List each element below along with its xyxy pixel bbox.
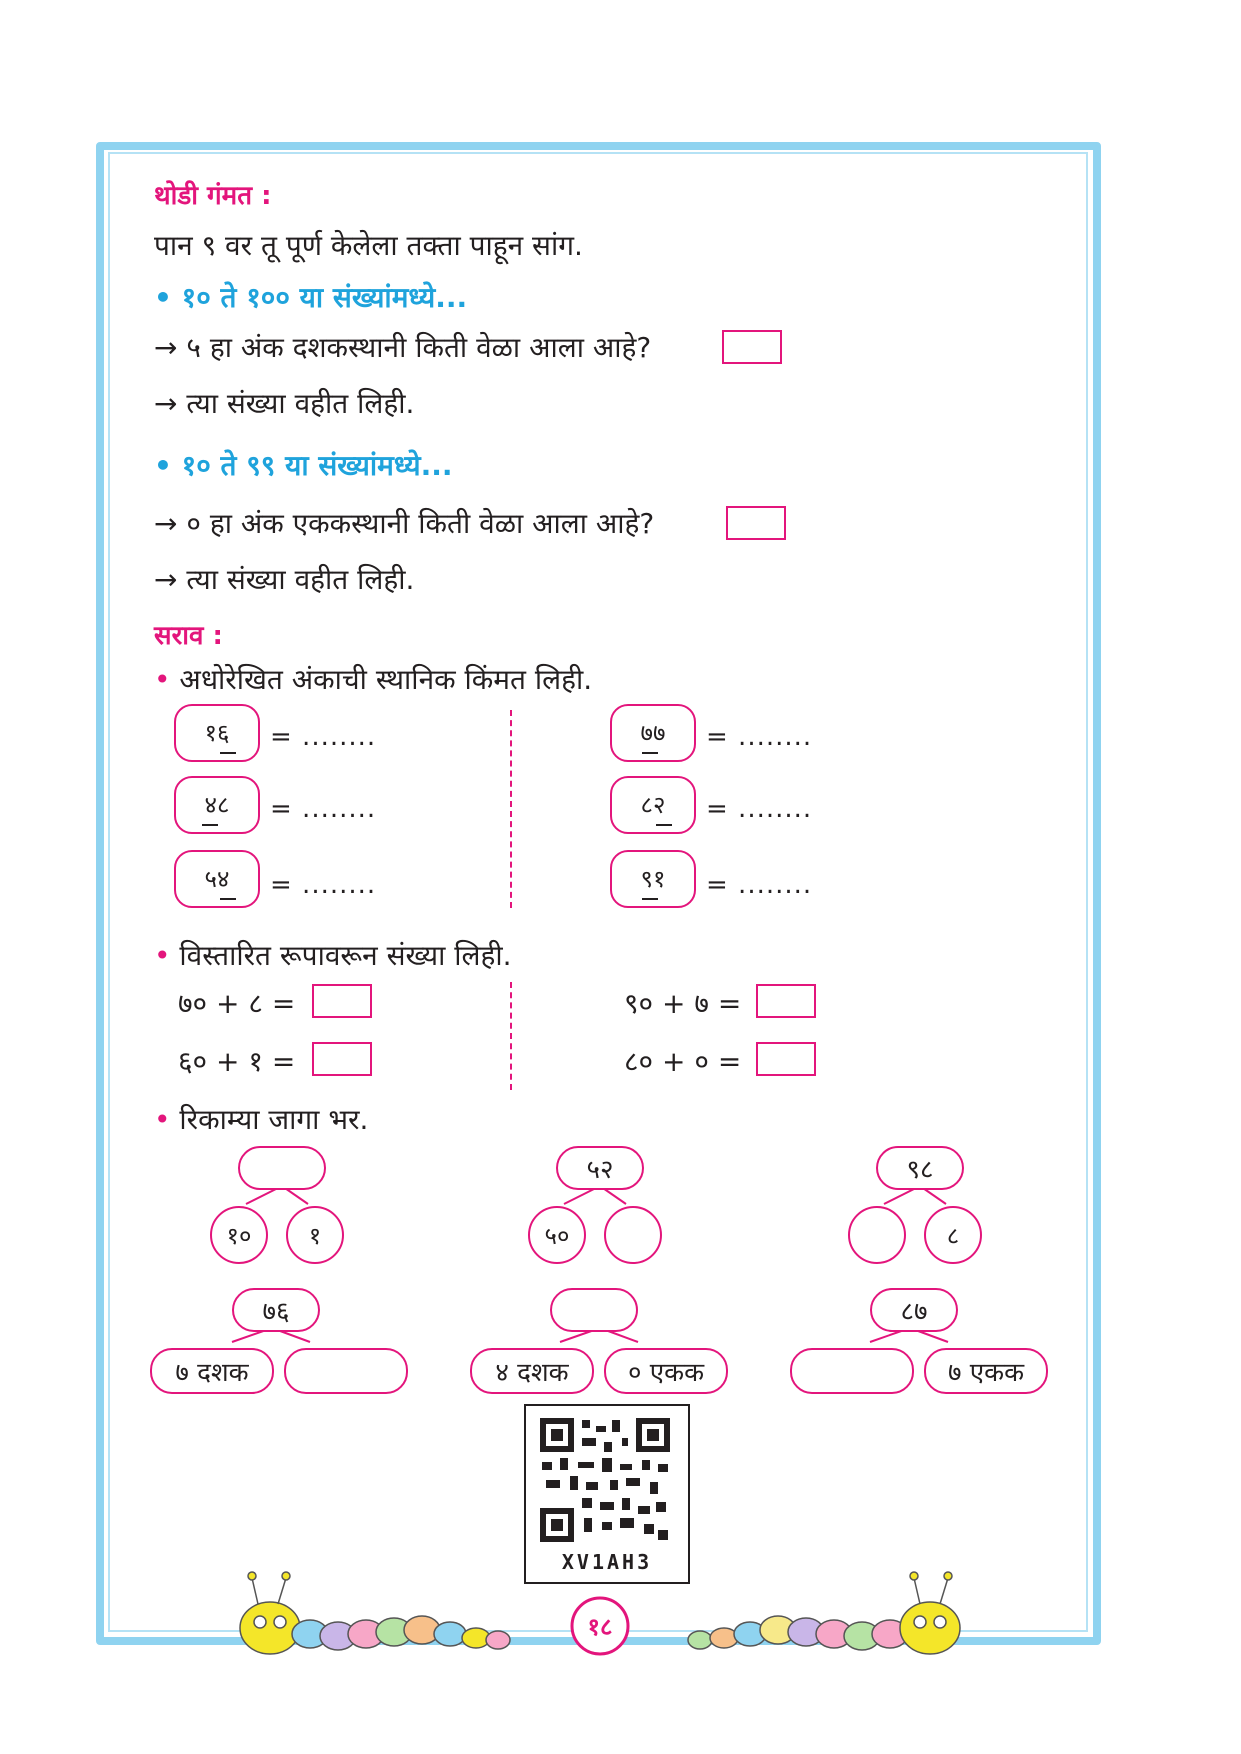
blank-dots[interactable]: = ........: [270, 870, 377, 900]
tree-top: ८७: [870, 1288, 958, 1332]
qr-pattern-icon: [526, 1406, 684, 1546]
expanded-item: ८० + ० =: [624, 1045, 742, 1078]
part2-q2: → त्या संख्या वहीत लिही.: [154, 563, 415, 596]
blank-dots[interactable]: = ........: [706, 794, 813, 824]
blank-dots[interactable]: = ........: [270, 794, 377, 824]
tree-top: ९८: [876, 1146, 964, 1190]
tree-left: १०: [210, 1206, 268, 1264]
tree-right[interactable]: [284, 1348, 408, 1394]
fun-heading: थोडी गंमत :: [154, 181, 272, 211]
part1-title: • १० ते १०० या संख्यांमध्ये...: [154, 281, 468, 314]
tree-left: ५०: [528, 1206, 586, 1264]
tree-top: ७६: [232, 1288, 320, 1332]
tree-right[interactable]: [604, 1206, 662, 1264]
part2-title: • १० ते ९९ या संख्यांमध्ये...: [154, 449, 453, 482]
digit-pill: ७७: [610, 704, 696, 762]
qr-code-label: XV1AH3: [561, 1550, 653, 1574]
place-value-instruction: • अधोरेखित अंकाची स्थानिक किंमत लिही.: [154, 663, 593, 696]
qr-code[interactable]: [524, 1404, 690, 1584]
tree-right: १: [286, 1206, 344, 1264]
tree-left: ७ दशक: [150, 1348, 274, 1394]
tree-right: ८: [924, 1206, 982, 1264]
digit-pill: ४८: [174, 776, 260, 834]
tree-left: ४ दशक: [470, 1348, 594, 1394]
part2-q1: → ० हा अंक एककस्थानी किती वेळा आला आहे?: [154, 507, 655, 540]
digit-pill: १६: [174, 704, 260, 762]
part1-q1: → ५ हा अंक दशकस्थानी किती वेळा आला आहे?: [154, 331, 652, 364]
blank-dots[interactable]: = ........: [270, 722, 377, 752]
expanded-item: ६० + १ =: [178, 1045, 296, 1078]
digit-pill: ५४: [174, 850, 260, 908]
tree-top[interactable]: [238, 1146, 326, 1190]
caterpillar-decoration-icon: [230, 1560, 1020, 1660]
tree-right: ० एकक: [604, 1348, 728, 1394]
digit-pill: ८२: [610, 776, 696, 834]
fun-intro: पान ९ वर तू पूर्ण केलेला तक्ता पाहून सांग.: [154, 229, 583, 262]
tree-left[interactable]: [790, 1348, 914, 1394]
part1-q2: → त्या संख्या वहीत लिही.: [154, 387, 415, 420]
fill-blanks-instruction: • रिकाम्या जागा भर.: [154, 1103, 369, 1136]
practice-heading: सराव :: [154, 621, 223, 651]
expanded-item: ९० + ७ =: [624, 987, 742, 1020]
tree-left[interactable]: [848, 1206, 906, 1264]
blank-dots[interactable]: = ........: [706, 870, 813, 900]
digit-pill: ९१: [610, 850, 696, 908]
tree-top: ५२: [556, 1146, 644, 1190]
expanded-item: ७० + ८ =: [178, 987, 296, 1020]
blank-dots[interactable]: = ........: [706, 722, 813, 752]
page-number: १८: [587, 1613, 613, 1641]
tree-right: ७ एकक: [924, 1348, 1048, 1394]
expanded-instruction: • विस्तारित रूपावरून संख्या लिही.: [154, 939, 512, 972]
tree-top[interactable]: [550, 1288, 638, 1332]
